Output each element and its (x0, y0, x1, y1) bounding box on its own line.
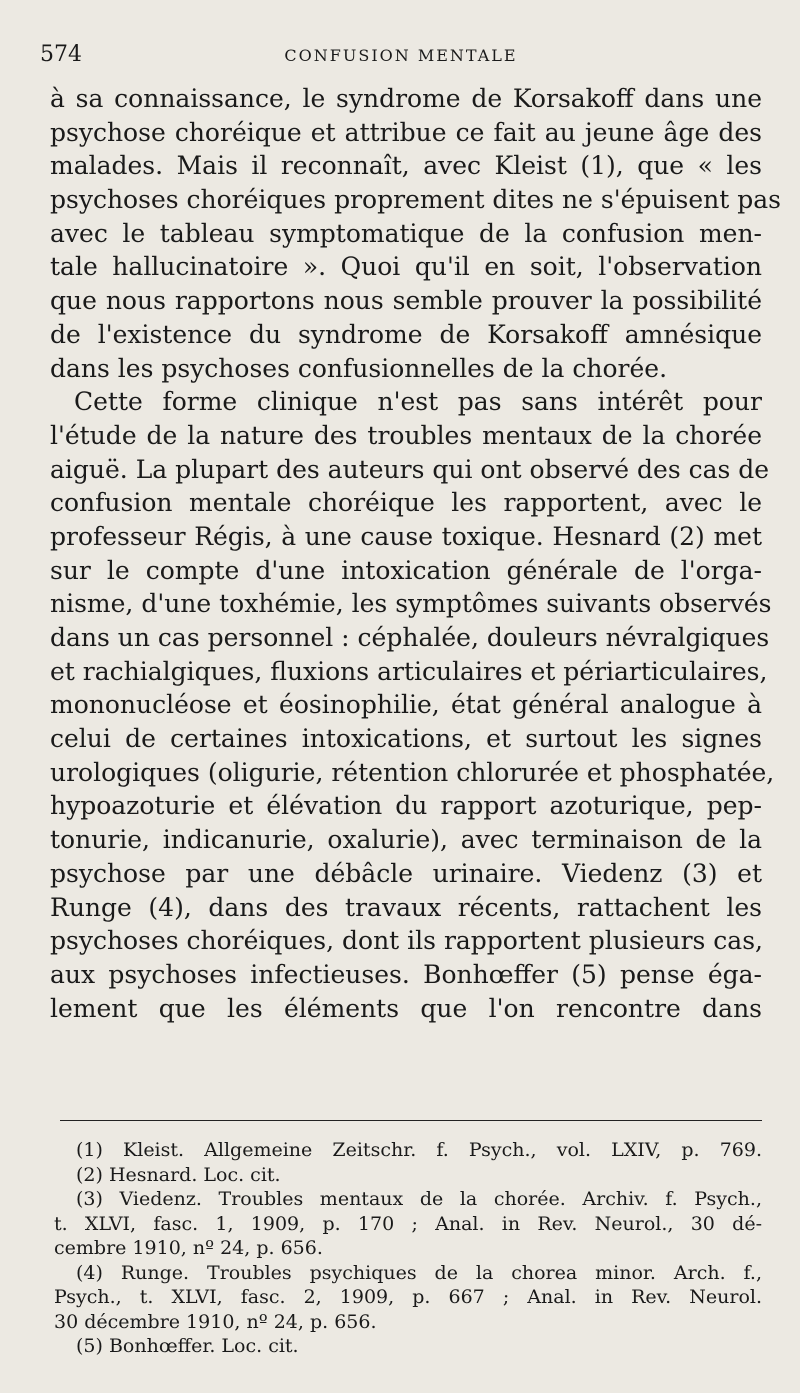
text-line: confusion mentale choréique les rapportent, avec le (50, 488, 762, 518)
text-line: sur le compte d'une intoxication générale de l'orga- (50, 555, 762, 585)
footnote-line: cembre 1910, nº 24, p. 656. (54, 1237, 323, 1259)
text-line: psychose choréique et attribue ce fait au jeune âge des (50, 117, 762, 147)
text-line: lement que les éléments que l'on rencontre dans (50, 993, 762, 1023)
text-line: hypoazoturie et élévation du rapport azoturique, pep- (50, 791, 762, 821)
footnote-line: (1) Kleist. Allgemeine Zeitschr. f. Psych., vol. LXIV, p. 769. (76, 1139, 762, 1161)
footnotes (54, 1138, 762, 1359)
text-line: avec le tableau symptomatique de la confusion men- (50, 218, 762, 248)
text-line: à sa connaissance, le syndrome de Korsakoff dans une (50, 84, 762, 113)
footnote-line: (4) Runge. Troubles psychiques de la chorea minor. Arch. f., (76, 1261, 762, 1284)
footnote-line: t. XLVI, fasc. 1, 1909, p. 170 ; Anal. in Rev. Neurol., 30 dé- (54, 1212, 762, 1235)
text-line: Runge (4), dans des travaux récents, rattachent les (50, 892, 762, 922)
page-header (40, 42, 762, 74)
text-line: et rachialgiques, fluxions articulaires et périarticulaires, (50, 656, 768, 686)
footnote-line: (5) Bonhœffer. Loc. cit. (76, 1335, 299, 1357)
text-line: Cette forme clinique n'est pas sans intérêt pour (74, 387, 762, 417)
text-line: de l'existence du syndrome de Korsakoff amnésique (50, 319, 762, 349)
text-line: tonurie, indicanurie, oxalurie), avec terminaison de la (50, 825, 762, 855)
text-line: aiguë. La plupart des auteurs qui ont observé des cas de (50, 454, 770, 484)
body-text (50, 82, 781, 1025)
footnote-line: Psych., t. XLVI, fasc. 2, 1909, p. 667 ; Anal. in Rev. Neurol. (54, 1286, 762, 1308)
text-line: l'étude de la nature des troubles mentaux de la chorée (50, 420, 762, 450)
footnote-line: 30 décembre 1910, nº 24, p. 656. (54, 1310, 377, 1333)
text-line: psychoses choréiques proprement dites ne s'épuisent pas (50, 185, 781, 215)
footnote-divider (60, 1120, 762, 1121)
footnote-line: (2) Hesnard. Loc. cit. (76, 1163, 281, 1186)
text-line: professeur Régis, à une cause toxique. Hesnard (2) met (50, 521, 762, 551)
page-number: 574 (40, 42, 82, 67)
text-line: psychoses choréiques, dont ils rapportent plusieurs cas, (50, 926, 763, 956)
text-line: malades. Mais il reconnaît, avec Kleist (1), que « les (50, 151, 762, 181)
text-line: celui de certaines intoxications, et surtout les signes (50, 724, 762, 754)
running-head: CONFUSION MENTALE (284, 46, 518, 65)
text-line: psychose par une débâcle urinaire. Viedenz (3) et (50, 858, 762, 888)
text-line: urologiques (oligurie, rétention chlorurée et phosphatée, (50, 757, 775, 787)
text-line: tale hallucinatoire ». Quoi qu'il en soit, l'observation (50, 252, 762, 282)
text-line: aux psychoses infectieuses. Bonhœffer (5) pense éga- (50, 959, 762, 989)
text-line: mononucléose et éosinophilie, état général analogue à (50, 690, 762, 720)
text-line: nisme, d'une toxhémie, les symptômes suivants observés (50, 589, 772, 619)
text-line: dans les psychoses confusionnelles de la chorée. (50, 353, 668, 383)
text-line: que nous rapportons nous semble prouver la possibilité (50, 286, 762, 316)
footnote-line: (3) Viedenz. Troubles mentaux de la chorée. Archiv. f. Psych., (76, 1188, 762, 1210)
text-line: dans un cas personnel : céphalée, douleurs névralgiques (50, 623, 770, 652)
